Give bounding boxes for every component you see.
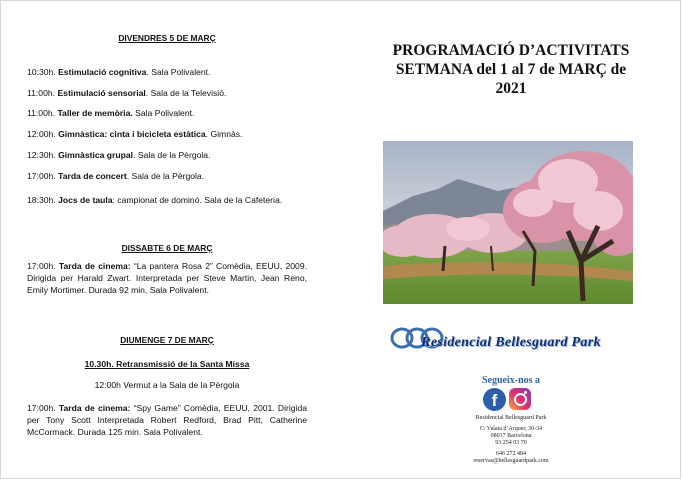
instagram-icon[interactable] [509,388,531,410]
list-item: 12:00h. Gimnàstica: cinta i bicicleta estàtica. Gimnàs. [27,129,243,139]
page-title: PROGRAMACIÓ D’ACTIVITATS SETMANA del 1 al 7 de MARÇ de 2021 [392,42,630,97]
social-icons [483,388,543,412]
saturday-title: DISSABTE 6 DE MARÇ [121,243,213,253]
contact-email[interactable]: reservas@bellesguardpark.com [473,458,549,464]
residence-logo: Residencial Bellesguard Park [383,319,639,369]
contact-city: 08017 Barcelona [490,433,532,439]
list-item: 11:00h. Estimulació sensorial. Sala de la Televisió. [27,88,227,98]
list-item: 17:00h. Tarda de concert. Sala de la Pèrgola. [27,171,205,181]
contact-phone-mobile: 646 272 484 [496,451,526,457]
facebook-icon[interactable]: f [483,388,506,411]
sunday-cinema: 17:00h. Tarda de cinema: “Spy Game” Comèdia, EEUU, 2001. Dirigida per Tony Scott Interpretada Robert Redford, Brad Pitt, Catherine McCormack. Durada 125 min. Sala Polivalent. [27,403,308,437]
list-item: 18:30h. Jocs de taula: campionat de dominó. Sala de la Cafeteria. [27,195,283,205]
follow-us-label: Segueix-nos a [481,375,541,386]
sunday-missa: 10.30h. Retransmissió de la Santa Missa [84,359,250,369]
list-item: 12:30h. Gimnàstica grupal. Sala de la Pèrgola. [27,150,211,160]
list-item: 10:30h. Estimulació cognitiva. Sala Polivalent. [27,67,211,77]
contact-address: C/ Valata d’Arquer, 30-34 [479,426,543,432]
contact-name: Residencial Bellesguard Park [475,415,547,421]
friday-title: DIVENDRES 5 DE MARÇ [118,33,216,43]
sunday-title: DIUMENGE 7 DE MARÇ [120,335,214,345]
almond-blossom-photo [383,141,633,304]
contact-phone: 93 254 03 70 [495,440,527,446]
sunday-vermut: 12:00h Vermut a la Sala de la Pèrgola [94,380,240,390]
list-item: 11:00h. Taller de memòria. Sala Polivalent. [27,108,195,118]
saturday-cinema: 17:00h. Tarda de cinema: “La pantera Rosa 2” Comèdia, EEUU, 2009. Dirigida per Harald Zwart. Interpretada per Steve Martin, Jean Reno, Emily Mortimer. Durada 92 min. Sala Polivalent. [27,261,308,295]
